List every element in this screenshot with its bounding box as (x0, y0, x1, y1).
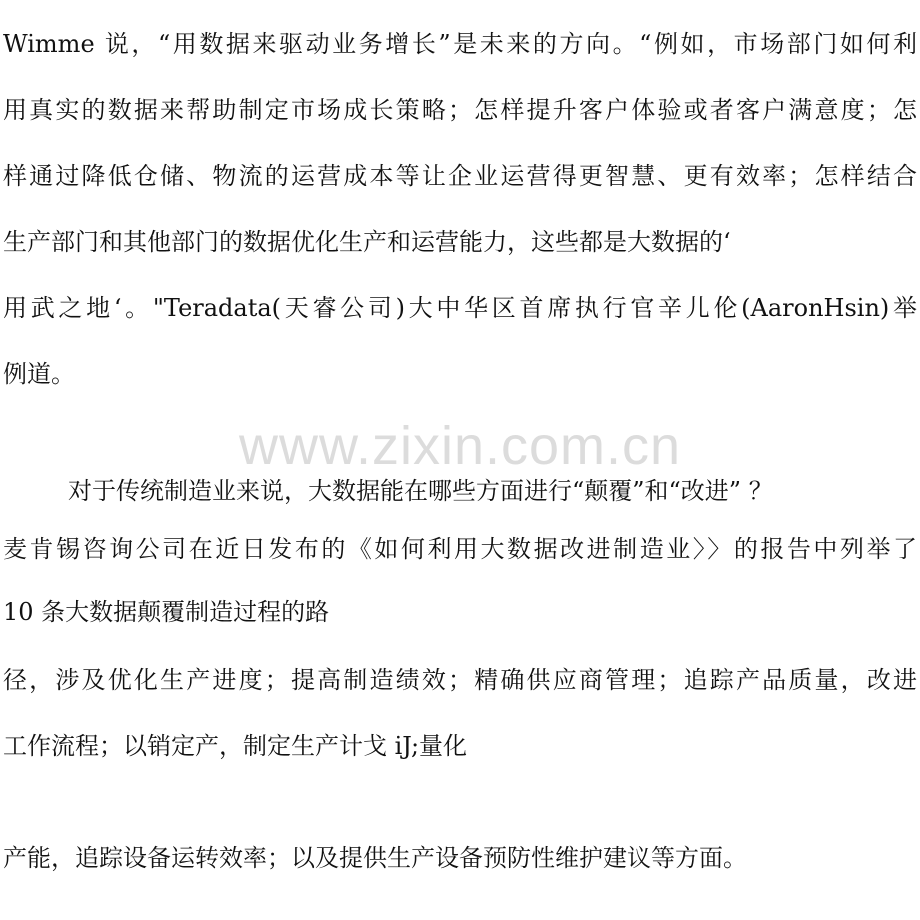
text-line: 用武之地‘。"Teradata(天睿公司)大中华区首席执行官辛儿伦(AaronHsin)举 (3, 294, 917, 322)
text-line: 对于传统制造业来说，大数据能在哪些方面进行“颠覆”和“改进” ？ (68, 477, 773, 505)
text-line: 用真实的数据来帮助制定市场成长策略；怎样提升客户体验或者客户满意度；怎 (3, 96, 917, 124)
text-line: 生产部门和其他部门的数据优化生产和运营能力，这些都是大数据的‘ (3, 228, 731, 256)
text-line: 样通过降低仓储、物流的运营成本等让企业运营得更智慧、更有效率；怎样结合 (3, 162, 917, 190)
text-line: 径，涉及优化生产进度；提高制造绩效；精确供应商管理；追踪产品质量，改进 (3, 666, 917, 694)
text-line: 10 条大数据颠覆制造过程的路 (3, 598, 330, 626)
text-line: Wimme 说，“用数据来驱动业务增长”是未来的方向。“例如，市场部门如何利 (3, 30, 917, 58)
text-line: 工作流程；以销定产，制定生产计戈 iJ;量化 (3, 732, 468, 760)
watermark: www.zixin.com.cn (238, 416, 682, 476)
text-line: 产能，追踪设备运转效率；以及提供生产设备预防性维护建议等方面。 (3, 844, 747, 872)
text-line: 例道。 (3, 360, 75, 388)
text-line: 麦肯锡咨询公司在近日发布的《如何利用大数据改进制造业〉〉的报告中列举了 (3, 535, 917, 563)
